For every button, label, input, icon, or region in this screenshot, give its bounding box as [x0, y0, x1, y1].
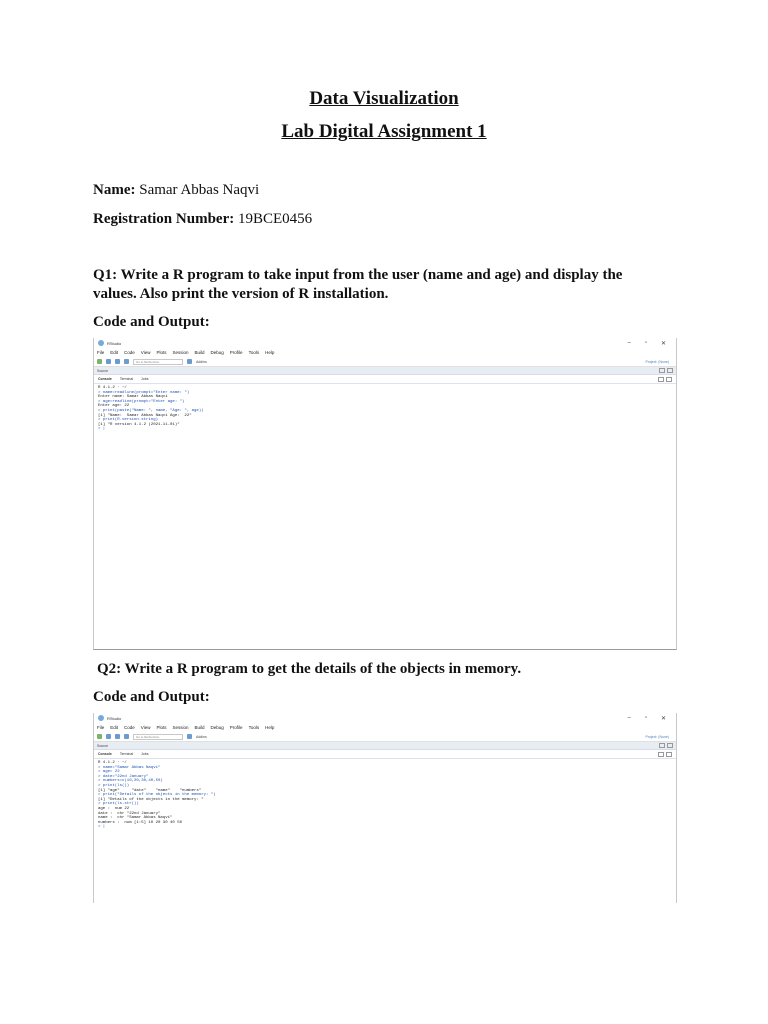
- console-line: > print(R.version.string): [98, 418, 159, 423]
- source-label: Source: [97, 368, 109, 373]
- code-output-label-2: Code and Output:: [93, 689, 210, 705]
- maximize-console-icon[interactable]: [666, 752, 672, 757]
- tab-jobs[interactable]: Jobs: [141, 752, 149, 756]
- addins-menu[interactable]: Addins: [196, 734, 207, 739]
- close-icon[interactable]: ✕: [660, 340, 666, 347]
- console-line: > print(ls()): [98, 783, 130, 788]
- close-icon[interactable]: ✕: [660, 715, 666, 722]
- console-line: > age= 22: [98, 770, 120, 775]
- rstudio-titlebar: [94, 713, 676, 723]
- tab-terminal[interactable]: Terminal: [119, 377, 134, 381]
- console-line: > numbers=c(10,20,30,40,50): [98, 779, 163, 784]
- document-subtitle: Lab Digital Assignment 1: [281, 121, 487, 142]
- console-line: > name="Samar Abbas Naqvi": [98, 765, 161, 770]
- minimize-pane-icon[interactable]: [659, 368, 665, 373]
- new-file-icon[interactable]: [97, 359, 102, 364]
- console-line: > date="22nd January": [98, 774, 149, 779]
- menu-session[interactable]: Session: [172, 725, 189, 730]
- source-pane-header: [94, 367, 676, 375]
- toolbar: [94, 732, 676, 742]
- tab-console[interactable]: Console: [98, 377, 112, 381]
- console-line: > print("Details of the objects in the memory: "): [98, 793, 216, 798]
- source-label: Source: [97, 743, 109, 748]
- save-icon[interactable]: [115, 359, 120, 364]
- console-line: date : chr "22nd January": [98, 811, 161, 816]
- menu-tools[interactable]: Tools: [248, 725, 260, 730]
- registration-label: Registration Number:: [93, 211, 235, 227]
- console-line: [1] "age" "date" "name" "numbers": [98, 788, 202, 793]
- r-version-label: R 4.1.2 · ~/: [98, 386, 127, 390]
- console-line: name : chr "Samar Abbas Naqvi": [98, 816, 173, 821]
- code-output-label-1: Code and Output:: [93, 314, 210, 330]
- document-title: Data Visualization: [309, 88, 459, 109]
- open-project-icon[interactable]: [106, 359, 111, 364]
- addins-menu[interactable]: Addins: [196, 359, 207, 364]
- rstudio-screenshot-2: [93, 713, 677, 903]
- menu-help[interactable]: Help: [265, 350, 275, 355]
- project-menu[interactable]: Project: (None): [645, 359, 669, 364]
- menu-code[interactable]: Code: [124, 725, 135, 730]
- minimize-console-icon[interactable]: [658, 752, 664, 757]
- rstudio-screenshot-1: [93, 338, 677, 650]
- console-line: > print(ls.str()): [98, 802, 139, 807]
- app-title: RStudio: [107, 340, 122, 346]
- menu-help[interactable]: Help: [265, 725, 275, 730]
- console-line: [1] "R version 4.1.2 (2021-11-01)": [98, 422, 180, 427]
- menu-edit[interactable]: Edit: [110, 725, 119, 730]
- rstudio-titlebar: [94, 338, 676, 348]
- menu-debug[interactable]: Debug: [210, 725, 224, 730]
- menu-session[interactable]: Session: [172, 350, 189, 355]
- maximize-console-icon[interactable]: [666, 377, 672, 382]
- maximize-pane-icon[interactable]: [667, 743, 673, 748]
- rstudio-logo-icon: [98, 340, 104, 346]
- registration-field: [93, 211, 312, 228]
- maximize-icon[interactable]: ▫: [644, 714, 647, 721]
- minimize-icon[interactable]: –: [627, 714, 631, 721]
- source-pane-header: [94, 742, 676, 750]
- menu-bar: [94, 348, 676, 357]
- console-line: > |: [98, 825, 106, 830]
- console-tabs: [94, 750, 676, 759]
- console-output[interactable]: [94, 384, 676, 434]
- console-line: [1] "Details of the objects in the memory: ": [98, 797, 204, 802]
- maximize-pane-icon[interactable]: [667, 368, 673, 373]
- menu-plots[interactable]: Plots: [156, 350, 167, 355]
- name-value: Samar Abbas Naqvi: [139, 182, 260, 198]
- registration-value: 19BCE0456: [237, 211, 313, 227]
- console-line: > |: [98, 427, 106, 432]
- new-file-icon[interactable]: [97, 734, 102, 739]
- menu-view[interactable]: View: [140, 350, 151, 355]
- menu-file[interactable]: File: [97, 350, 105, 355]
- print-icon[interactable]: [124, 359, 129, 364]
- console-tabs: [94, 375, 676, 384]
- console-line: numbers : num [1:5] 10 20 30 40 50: [98, 820, 183, 825]
- menu-plots[interactable]: Plots: [156, 725, 167, 730]
- menu-bar: [94, 723, 676, 732]
- console-line: Enter name: Samar Abbas Naqvi: [98, 395, 168, 400]
- goto-file-input[interactable]: Go to file/function: [133, 734, 183, 740]
- app-title: RStudio: [107, 715, 122, 721]
- open-project-icon[interactable]: [106, 734, 111, 739]
- menu-view[interactable]: View: [140, 725, 151, 730]
- goto-file-input[interactable]: Go to file/function: [133, 359, 183, 365]
- menu-profile[interactable]: Profile: [229, 350, 243, 355]
- console-line: > print(paste("Name: ", name, "Age: ", age)): [98, 408, 204, 413]
- name-field: [93, 182, 259, 199]
- rstudio-logo-icon: [98, 715, 104, 721]
- r-version-label: R 4.1.2 · ~/: [98, 761, 127, 765]
- minimize-pane-icon[interactable]: [659, 743, 665, 748]
- tab-terminal[interactable]: Terminal: [119, 752, 134, 756]
- maximize-icon[interactable]: ▫: [644, 339, 647, 346]
- grid-icon[interactable]: [187, 359, 192, 364]
- menu-tools[interactable]: Tools: [248, 350, 260, 355]
- question-1: Q1: Write a R program to take input from the user (name and age) and display the values. Also print the version of R installation.: [93, 267, 623, 302]
- minimize-icon[interactable]: –: [627, 339, 631, 346]
- console-line: [1] "Name: Samar Abbas Naqvi Age: 22": [98, 413, 192, 418]
- question-2: Q2: Write a R program to get the details of the objects in memory.: [97, 661, 522, 677]
- menu-build[interactable]: Build: [194, 350, 205, 355]
- toolbar: [94, 357, 676, 367]
- console-output[interactable]: [94, 759, 676, 832]
- menu-edit[interactable]: Edit: [110, 350, 119, 355]
- menu-profile[interactable]: Profile: [229, 725, 243, 730]
- menu-code[interactable]: Code: [124, 350, 135, 355]
- menu-debug[interactable]: Debug: [210, 350, 224, 355]
- console-line: > name=readline(prompt="Enter name: "): [98, 390, 190, 395]
- save-icon[interactable]: [115, 734, 120, 739]
- minimize-console-icon[interactable]: [658, 377, 664, 382]
- name-label: Name:: [93, 182, 136, 198]
- console-line: Enter age: 22: [98, 404, 130, 409]
- print-icon[interactable]: [124, 734, 129, 739]
- project-menu[interactable]: Project: (None): [645, 734, 669, 739]
- tab-jobs[interactable]: Jobs: [141, 377, 149, 381]
- grid-icon[interactable]: [187, 734, 192, 739]
- console-line: age : num 22: [98, 806, 130, 811]
- menu-file[interactable]: File: [97, 725, 105, 730]
- console-line: > age=readline(prompt="Enter age: "): [98, 399, 185, 404]
- tab-console[interactable]: Console: [98, 752, 112, 756]
- menu-build[interactable]: Build: [194, 725, 205, 730]
